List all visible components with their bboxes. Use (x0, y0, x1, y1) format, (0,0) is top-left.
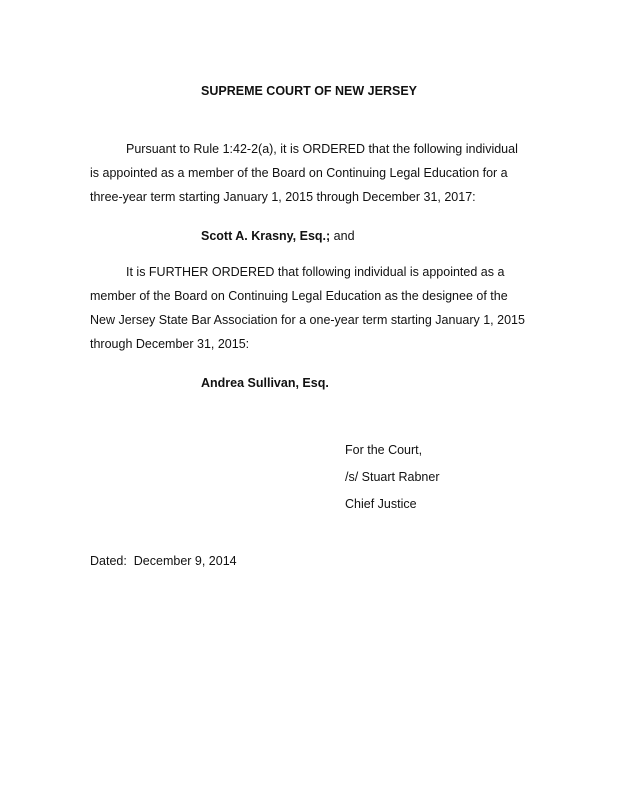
appointee-name-1: Scott A. Krasny, Esq.; (201, 229, 331, 243)
signature-title: Chief Justice (345, 497, 417, 511)
signature-name: /s/ Stuart Rabner (345, 470, 440, 484)
appointee-line-1 (201, 224, 355, 248)
appointee-suffix-1: and (330, 229, 355, 243)
order-paragraph-1: Pursuant to Rule 1:42-2(a), it is ORDERED that the following individual is appointed as a member of the Board on Continuing Legal Education for a three-year term starting January 1, 2015 through December 31, 2017: (90, 142, 518, 204)
appointee-name-2: Andrea Sullivan, Esq. (201, 376, 329, 390)
signature-for-the-court: For the Court, (345, 443, 423, 457)
order-paragraph-2: It is FURTHER ORDERED that following individual is appointed as a member of the Board on Continuing Legal Education as the designee of the New Jersey State Bar Association for a one-year term starting January 1, 2015 through December 31, 2015: (90, 265, 525, 351)
page-title: SUPREME COURT OF NEW JERSEY (201, 84, 417, 98)
dated-line: Dated: December 9, 2014 (90, 554, 237, 568)
appointee-line-2 (201, 371, 329, 395)
